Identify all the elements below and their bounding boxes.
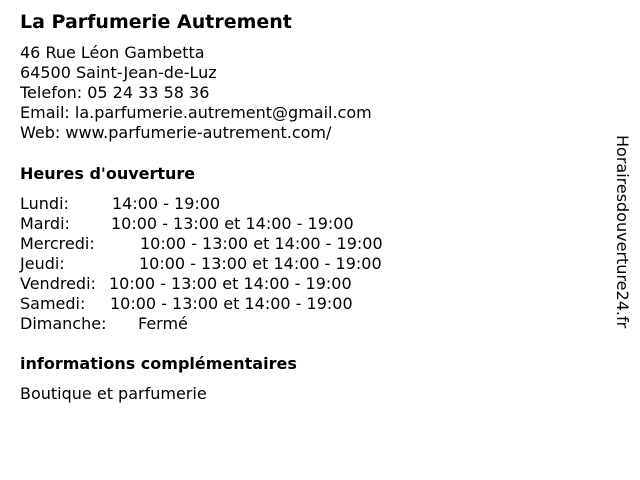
additional-info-heading: informations complémentaires <box>20 354 297 373</box>
additional-info-text: Boutique et parfumerie <box>20 384 207 403</box>
day-label: Vendredi: <box>20 274 96 293</box>
day-hours: 10:00 - 13:00 et 14:00 - 19:00 <box>140 234 383 253</box>
day-hours: 10:00 - 13:00 et 14:00 - 19:00 <box>110 294 353 313</box>
day-hours: 10:00 - 13:00 et 14:00 - 19:00 <box>139 254 382 273</box>
day-hours: Fermé <box>138 314 188 333</box>
website-line: Web: www.parfumerie-autrement.com/ <box>20 123 332 142</box>
hours-row-jeudi <box>20 254 382 274</box>
hours-row-vendredi <box>20 274 352 294</box>
day-label: Mardi: <box>20 214 70 233</box>
day-hours: 10:00 - 13:00 et 14:00 - 19:00 <box>109 274 352 293</box>
day-label: Samedi: <box>20 294 86 313</box>
day-hours: 14:00 - 19:00 <box>112 194 221 213</box>
day-label: Lundi: <box>20 194 69 213</box>
hours-row-mardi <box>20 214 354 234</box>
day-label: Dimanche: <box>20 314 107 333</box>
opening-hours-table <box>20 194 383 334</box>
contact-block <box>20 43 372 143</box>
hours-row-lundi <box>20 194 221 214</box>
city-postal: 64500 Saint-Jean-de-Luz <box>20 63 217 82</box>
opening-hours-heading: Heures d'ouverture <box>20 164 196 183</box>
business-name: La Parfumerie Autrement <box>20 11 292 33</box>
email-line: Email: la.parfumerie.autrement@gmail.com <box>20 103 372 122</box>
day-hours: 10:00 - 13:00 et 14:00 - 19:00 <box>111 214 354 233</box>
phone-line: Telefon: 05 24 33 58 36 <box>20 83 210 102</box>
hours-row-dimanche <box>20 314 188 334</box>
day-label: Jeudi: <box>20 254 65 273</box>
hours-row-mercredi <box>20 234 383 254</box>
hours-row-samedi <box>20 294 353 314</box>
day-label: Mercredi: <box>20 234 95 253</box>
street-address: 46 Rue Léon Gambetta <box>20 43 205 62</box>
site-watermark: Horairesdouverture24.fr <box>613 135 632 329</box>
